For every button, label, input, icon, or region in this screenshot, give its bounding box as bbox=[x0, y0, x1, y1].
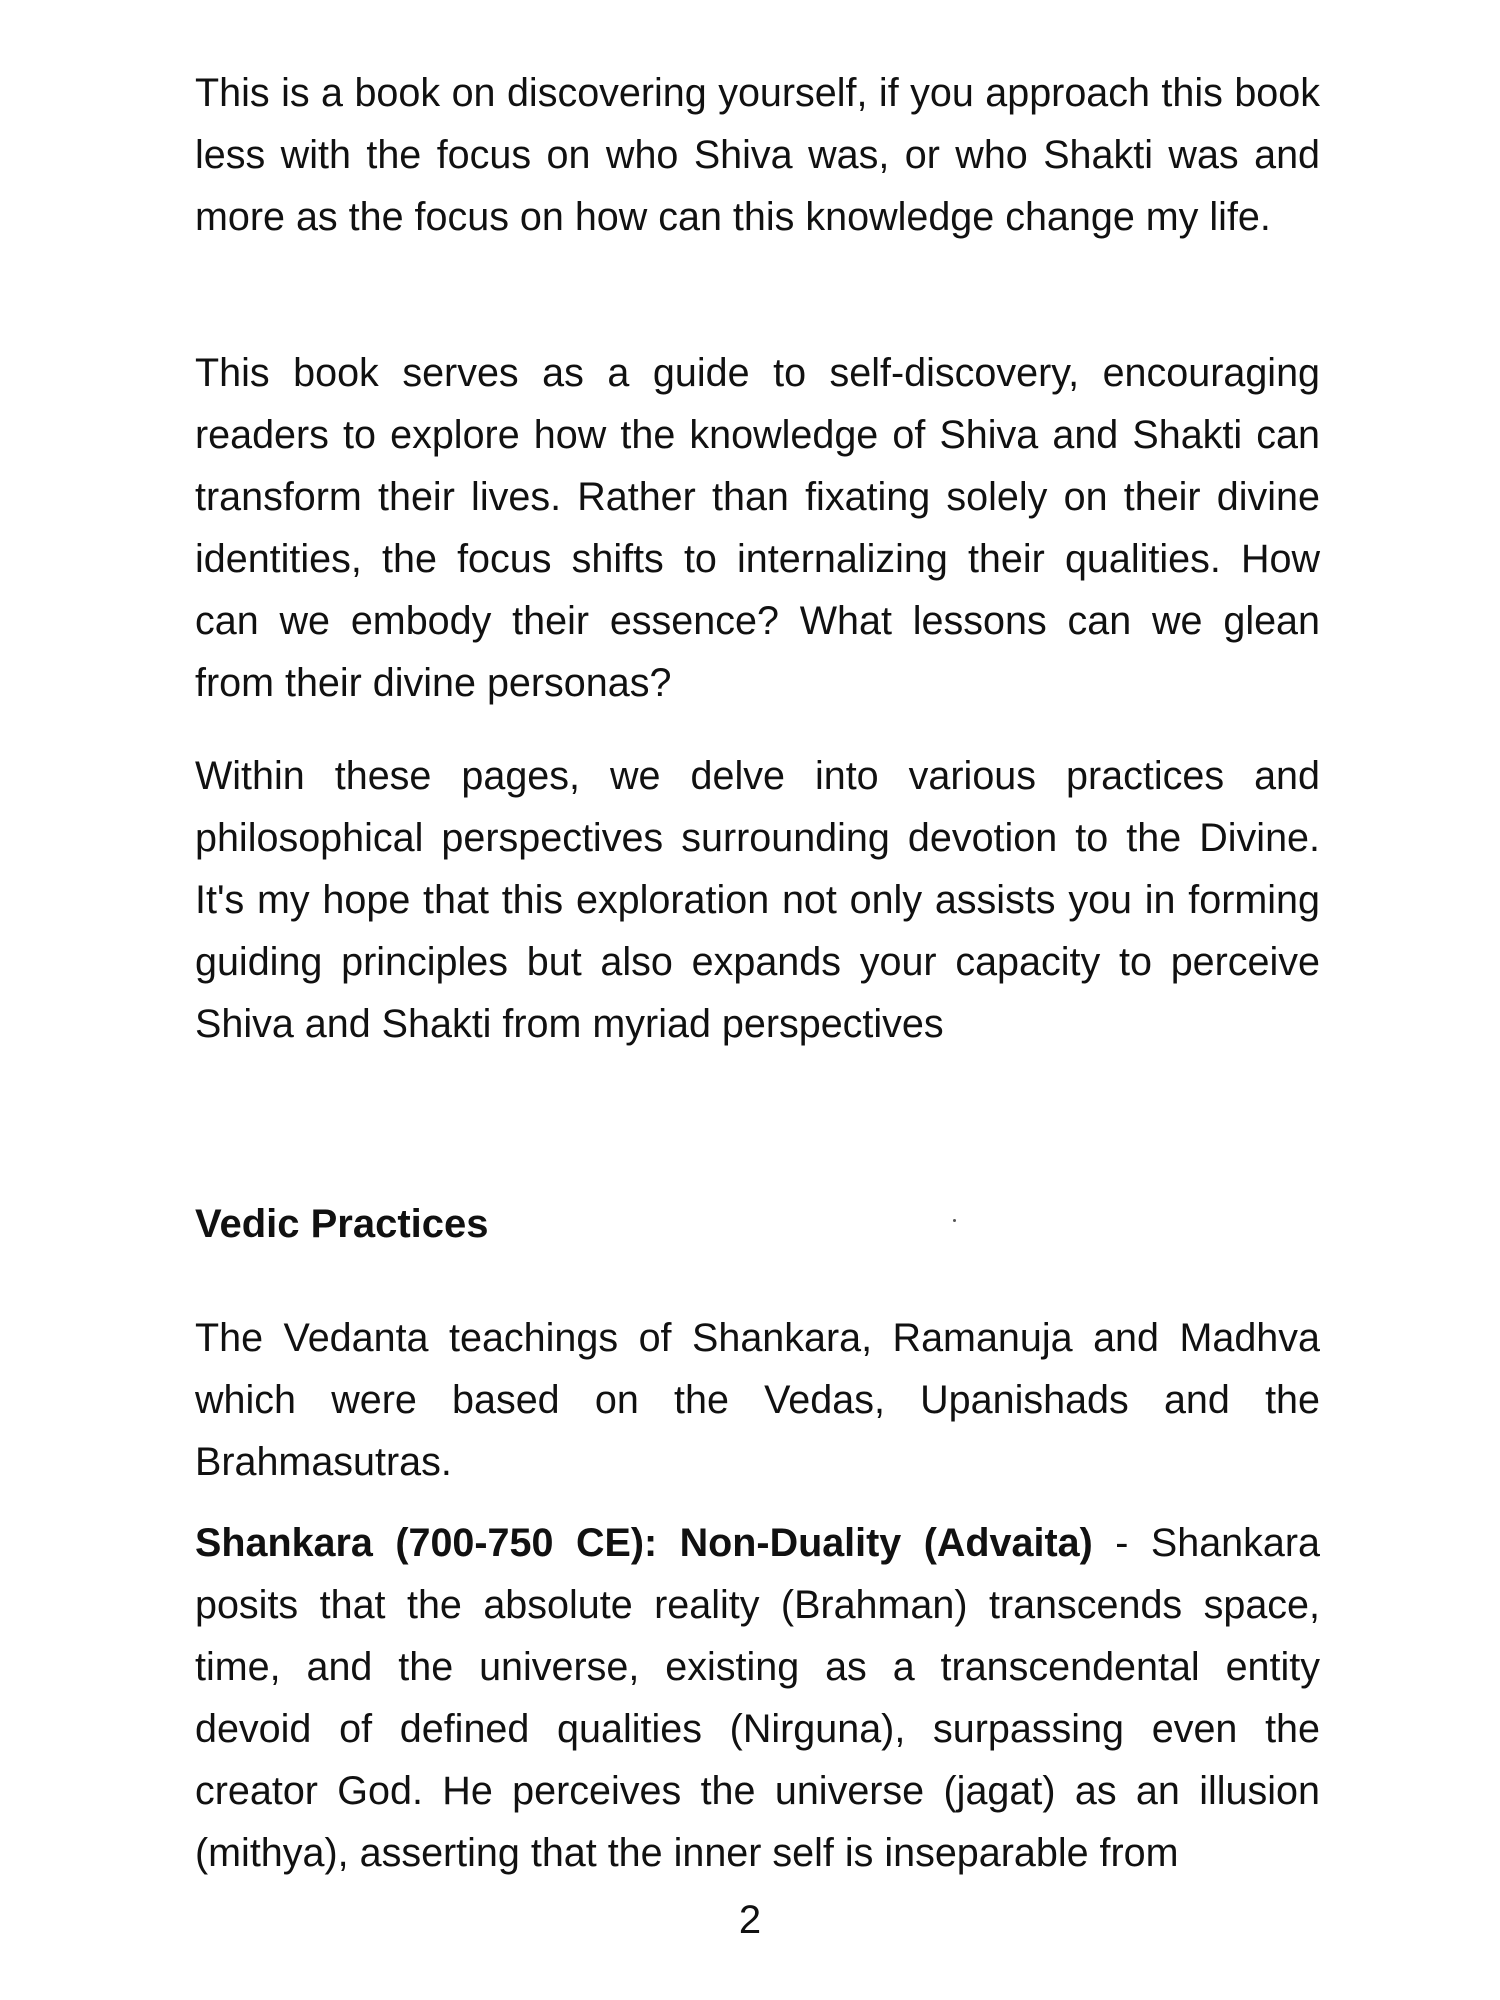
scan-speck bbox=[953, 1219, 956, 1222]
paragraph-practices: Within these pages, we delve into various practices and philosophical perspectives surrounding devotion to the Divine. It's my hope that this exploration not only assists you in forming guiding principles but also expands your capacity to perceive Shiva and Shakti from myriad perspectives bbox=[195, 754, 1320, 1046]
shankara-title: Shankara (700-750 CE): Non-Duality (Advaita) bbox=[195, 1521, 1093, 1565]
paragraph-intro: This is a book on discovering yourself, if you approach this book less with the focus on who Shiva was, or who Shakti was and more as the focus on how can this knowledge change my life. bbox=[195, 71, 1320, 239]
shankara-text: - Shankara posits that the absolute reality (Brahman) transcends space, time, and the universe, existing as a transcendental entity devoid of defined qualities (Nirguna), surpassing even the creator God. He perceives the universe (jagat) as an illusion (mithya), asserting that the inner self is inseparable from bbox=[195, 1521, 1320, 1875]
paragraph-vedanta-teachings: The Vedanta teachings of Shankara, Ramanuja and Madhva which were based on the Vedas, Upanishads and the Brahmasutras. bbox=[195, 1316, 1320, 1484]
section-heading: Vedic Practices bbox=[195, 1202, 489, 1246]
paragraph-shankara bbox=[195, 1512, 1320, 1884]
paragraph-self-discovery: This book serves as a guide to self-discovery, encouraging readers to explore how the knowledge of Shiva and Shakti can transform their lives. Rather than fixating solely on their divine identities, the focus shifts to internalizing their qualities. How can we embody their essence? What lessons can we glean from their divine personas? bbox=[195, 351, 1320, 705]
page-number: 2 bbox=[738, 1898, 762, 1942]
